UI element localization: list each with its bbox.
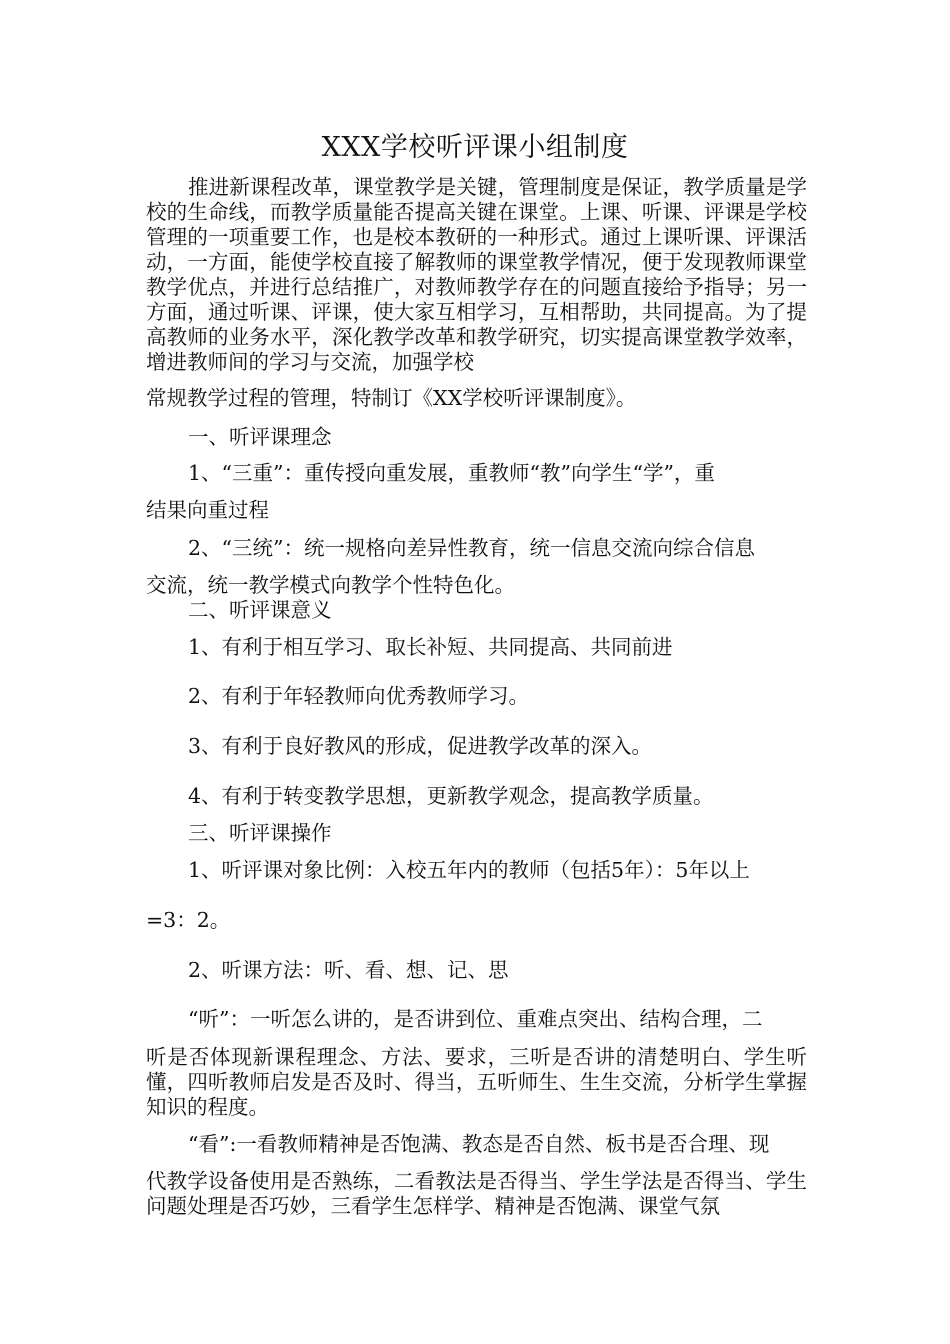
significance-item-1: 1、有利于相互学习、取长补短、共同提高、共同前进	[188, 635, 673, 659]
intro-paragraph: 推进新课程改革，课堂教学是关键，管理制度是保证，教学质量是学校的生命线，而教学质量能否提高关键在课堂。上课、听课、评课是学校管理的一项重要工作，也是校本教研的一种形式。通过上课听课、评课活动，一方面，能使学校直接了解教师的课堂教学情况，便于发现教师课堂教学优点，并进行总结推广，对教师教学存在的问题直接给予指导；另一方面，通过听课、评课，使大家互相学习，互相帮助，共同提高。为了提高教师的业务水平，深化教学改革和教学研究，切实提高课堂教学效率，增进教师间的学习与交流，加强学校	[146, 175, 807, 374]
concept-item-1-line-2: 结果向重过程	[146, 498, 269, 522]
concept-item-1-line-1: 1、“三重”：重传授向重发展，重教师“教”向学生“学”，重	[188, 461, 715, 485]
section-heading-significance: 二、听评课意义	[188, 598, 332, 622]
section-heading-operation: 三、听评课操作	[188, 821, 332, 845]
concept-item-2-line-2: 交流，统一教学模式向教学个性特色化。	[146, 573, 515, 597]
look-paragraph-body: 代教学设备使用是否熟练，二看教法是否得当、学生学法是否得当、学生问题处理是否巧妙，三看学生怎样学、精神是否饱满、课堂气氛	[146, 1169, 807, 1218]
section-heading-concept: 一、听评课理念	[188, 425, 332, 449]
listen-paragraph-body: 听是否体现新课程理念、方法、要求，三听是否讲的清楚明白、学生听懂，四听教师启发是否及时、得当，五听师生、生生交流，分析学生掌握知识的程度。	[146, 1045, 807, 1119]
significance-item-4: 4、有利于转变教学思想，更新教学观念，提高教学质量。	[188, 784, 714, 808]
concept-item-2-line-1: 2、“三统”：统一规格向差异性教育，统一信息交流向综合信息	[188, 536, 756, 560]
operation-item-1-line-2: =3：2。	[146, 908, 231, 932]
intro-paragraph-end: 常规教学过程的管理，特制订《XX学校听评课制度》。	[146, 386, 637, 410]
look-paragraph-line-1: “看”:一看教师精神是否饱满、教态是否自然、板书是否合理、现	[188, 1132, 770, 1156]
operation-item-2: 2、听课方法：听、看、想、记、思	[188, 958, 509, 982]
page-title: XXX学校听评课小组制度	[321, 132, 629, 163]
listen-paragraph-line-1: “听”：一听怎么讲的，是否讲到位、重难点突出、结构合理，二	[188, 1007, 763, 1031]
operation-item-1-line-1: 1、听评课对象比例：入校五年内的教师（包括5年）：5年以上	[188, 858, 750, 882]
significance-item-3: 3、有利于良好教风的形成，促进教学改革的深入。	[188, 734, 653, 758]
significance-item-2: 2、有利于年轻教师向优秀教师学习。	[188, 684, 530, 708]
